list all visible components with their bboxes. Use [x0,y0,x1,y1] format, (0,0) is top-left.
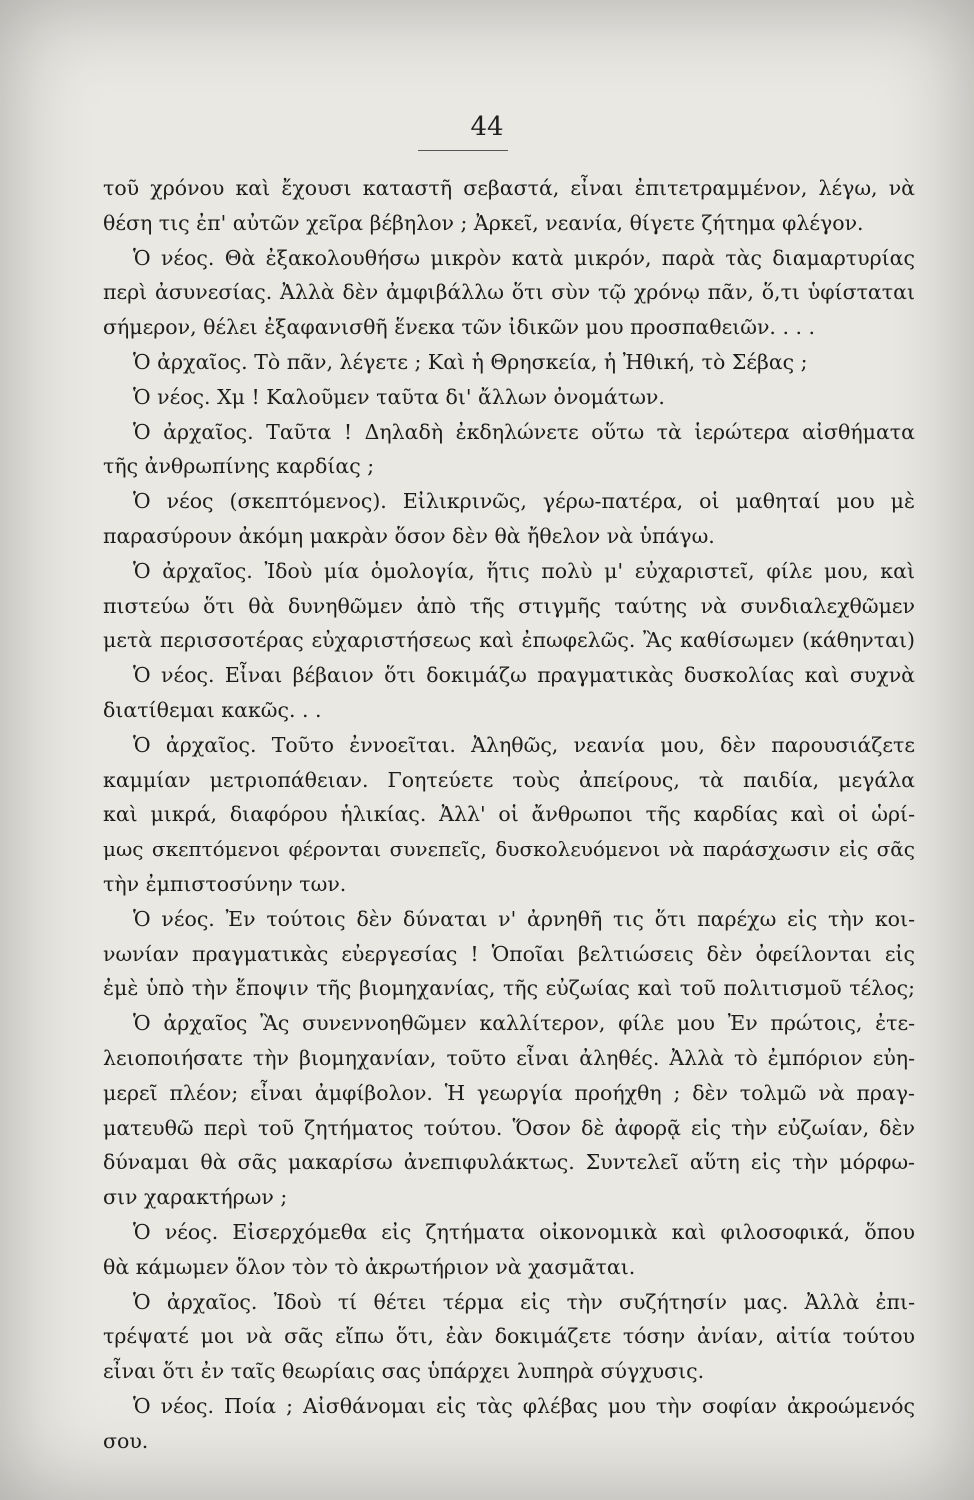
page-number: 44 [470,112,504,142]
text-line: σήμερον, θέλει ἐξαφανισθῆ ἕνεκα τῶν ἰδικῶν μου προσπαθειῶν. . . . [103,315,816,340]
text-line: δύναμαι θὰ σᾶς μακαρίσω ἀνεπιφυλάκτως. Συντελεῖ αὕτη εἰς τὴν μόρφω- [103,1150,915,1175]
dialogue-text [103,171,915,1458]
text-line: Ὁ νέος. Εἰσερχόμεθα εἰς ζητήματα οἰκονομικὰ καὶ φιλοσοφικά, ὅπου [133,1219,915,1244]
text-line: τῆς ἀνθρωπίνης καρδίας ; [103,454,375,479]
text-line: Ὁ ἀρχαῖος. Τὸ πᾶν, λέγετε ; Καὶ ἡ Θρησκεία, ἡ Ἠθική, τὸ Σέβας ; [133,349,808,374]
text-line: Ὁ νέος. Ποία ; Αἰσθάνομαι εἰς τὰς φλέβας μου τὴν σοφίαν ἀκροώμενός [133,1393,915,1418]
text-line: Ὁ ἀρχαῖος Ἂς συνεννοηθῶμεν καλλίτερον, φίλε μου Ἐν πρώτοις, ἐτε- [133,1011,915,1036]
text-line: παρασύρουν ἀκόμη μακρὰν ὅσον δὲν θὰ ἤθελον νὰ ὑπάγω. [103,523,715,548]
text-line: Ὁ νέος. Ἐν τούτοις δὲν δύναται ν' ἀρνηθῆ τις ὅτι παρέχω εἰς τὴν κοι- [133,906,915,931]
text-line: ματευθῶ περὶ τοῦ ζητήματος τούτου. Ὅσον δὲ ἀφορᾷ εἰς τὴν εὐζωίαν, δὲν [103,1115,915,1140]
text-line: Ὁ νέος (σκεπτόμενος). Εἰλικρινῶς, γέρω-πατέρα, οἱ μαθηταί μου μὲ [133,489,915,514]
text-line: Ὁ ἀρχαῖος. Ταῦτα ! Δηλαδὴ ἐκδηλώνετε οὕτω τὰ ἱερώτερα αἰσθήματα [133,419,915,444]
text-line: μως σκεπτόμενοι φέρονται συνεπεῖς, δυσκολευόμενοι νὰ παράσχωσιν εἰς σᾶς [103,837,915,862]
text-line: θὰ κάμωμεν ὅλον τὸν τὸ ἀκρωτήριον νὰ χασμᾶται. [103,1254,636,1279]
text-line: λειοποιήσατε τὴν βιομηχανίαν, τοῦτο εἶναι ἀληθές. Ἀλλὰ τὸ ἐμπόριον εὐη- [103,1045,915,1070]
text-line: Ὁ νέος. Χμ ! Καλοῦμεν ταῦτα δι' ἄλλων ὀνομάτων. [133,384,665,409]
text-line: πιστεύω ὅτι θὰ δυνηθῶμεν ἀπὸ τῆς στιγμῆς ταύτης νὰ συνδιαλεχθῶμεν [103,593,915,618]
text-line: τρέψατέ μοι νὰ σᾶς εἴπω ὅτι, ἐὰν δοκιμάζετε τόσην ἀνίαν, αἰτία τούτου [103,1324,915,1349]
page-number-rule [418,150,508,151]
text-line: τοῦ χρόνου καὶ ἔχουσι καταστῆ σεβαστά, εἶναι ἐπιτετραμμένον, λέγω, νὰ [103,176,915,200]
text-line: Ὁ ἀρχαῖος. Ἰδοὺ μία ὁμολογία, ἥτις πολὺ μ' εὐχαριστεῖ, φίλε μου, καὶ [133,558,915,583]
text-line: ἐμὲ ὑπὸ τὴν ἔποψιν τῆς βιομηχανίας, τῆς εὐζωίας καὶ τοῦ πολιτισμοῦ τέλος; [103,976,915,1001]
text-line: θέση τις ἐπ' αὐτῶν χεῖρα βέβηλον ; Ἀρκεῖ, νεανία, θίγετε ζήτημα φλέγον. [103,210,864,235]
text-line: περὶ ἀσυνεσίας. Ἀλλὰ δὲν ἀμφιβάλλω ὅτι σὺν τῷ χρόνῳ πᾶν, ὅ,τι ὑφίσταται [103,280,915,305]
text-line: καμμίαν μετριοπάθειαν. Γοητεύετε τοὺς ἀπείρους, τὰ παιδία, μεγάλα [103,767,915,792]
text-line: σου. [103,1428,149,1453]
text-line: Ὁ νέος. Θὰ ἐξακολουθήσω μικρὸν κατὰ μικρόν, παρὰ τὰς διαμαρτυρίας [133,245,915,270]
text-line: Ὁ νέος. Εἶναι βέβαιον ὅτι δοκιμάζω πραγματικὰς δυσκολίας καὶ συχνὰ [133,663,915,688]
text-line: καὶ μικρά, διαφόρου ἡλικίας. Ἀλλ' οἱ ἄνθρωποι τῆς καρδίας καὶ οἱ ὡρί- [103,802,915,827]
text-line: Ὁ ἀρχαῖος. Ἰδοὺ τί θέτει τέρμα εἰς τὴν συζήτησίν μας. Ἀλλὰ ἐπι- [133,1289,915,1314]
text-line: μετὰ περισσοτέρας εὐχαριστήσεως καὶ ἐπωφελῶς. Ἂς καθίσωμεν (κάθηνται) [103,628,915,653]
text-line: εἶναι ὅτι ἐν ταῖς θεωρίαις σας ὑπάρχει λυπηρὰ σύγχυσις. [103,1359,705,1384]
text-line: νωνίαν πραγματικὰς εὐεργεσίας ! Ὁποῖαι βελτιώσεις δὲν ὀφείλονται εἰς [103,941,915,966]
text-line: τὴν ἐμπιστοσύνην των. [103,871,347,896]
text-line: μερεῖ πλέον; εἶναι ἀμφίβολον. Ἡ γεωργία προήχθη ; δὲν τολμῶ νὰ πραγ- [103,1080,915,1105]
text-line: διατίθεμαι κακῶς. . . [103,697,322,722]
text-line: σιν χαρακτήρων ; [103,1185,288,1210]
text-line: Ὁ ἀρχαῖος. Τοῦτο ἐννοεῖται. Ἀληθῶς, νεανία μου, δὲν παρουσιάζετε [133,732,915,757]
